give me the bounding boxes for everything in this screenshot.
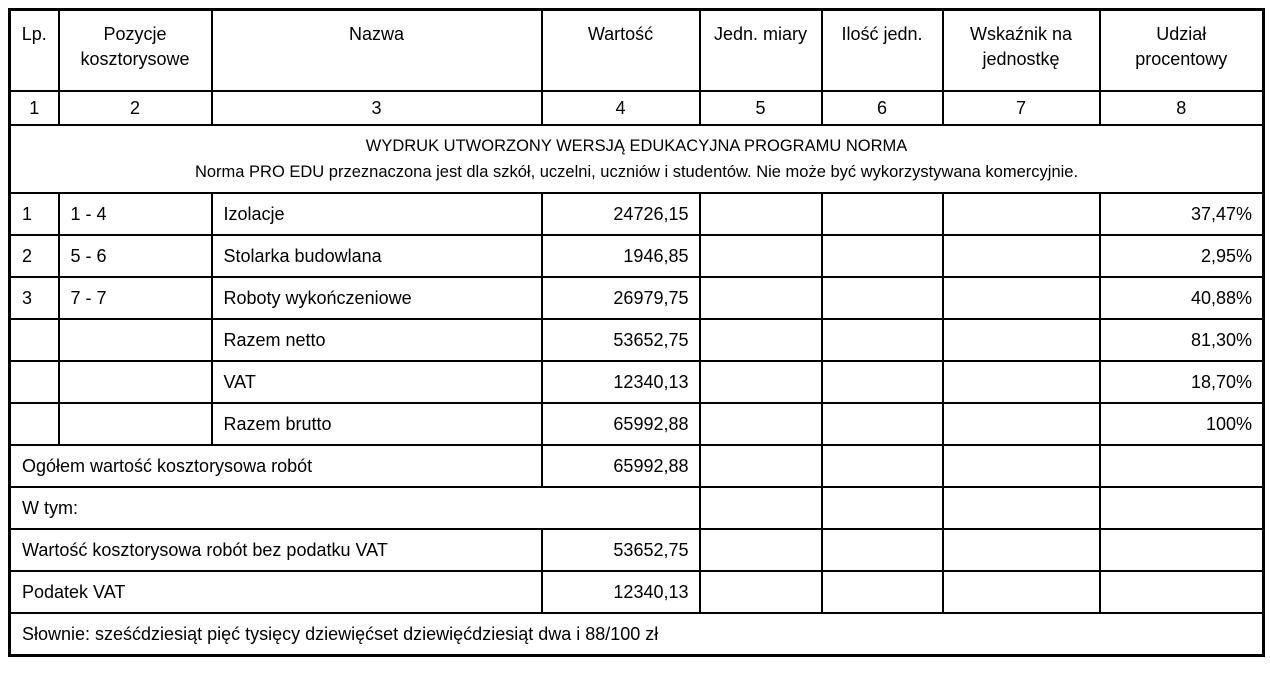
- nazwa-cell: Razem brutto: [212, 403, 542, 445]
- jedn-miary-cell: [700, 361, 822, 403]
- header-cell-lp: Lp.: [10, 10, 59, 92]
- wartosc-cell: 24726,15: [542, 193, 700, 235]
- empty-cell: [943, 571, 1100, 613]
- jedn-miary-cell: [700, 319, 822, 361]
- pozycje-cell: 5 - 6: [59, 235, 212, 277]
- data-row: [10, 277, 1264, 319]
- lp-cell: [10, 403, 59, 445]
- udzial-cell: 100%: [1100, 403, 1264, 445]
- pozycje-cell: 7 - 7: [59, 277, 212, 319]
- nazwa-cell: VAT: [212, 361, 542, 403]
- lp-cell: [10, 361, 59, 403]
- pozycje-cell: 1 - 4: [59, 193, 212, 235]
- empty-cell: [700, 487, 822, 529]
- empty-cell: [943, 445, 1100, 487]
- lp-cell: [10, 319, 59, 361]
- udzial-cell: 18,70%: [1100, 361, 1264, 403]
- summary-value-cell: 12340,13: [542, 571, 700, 613]
- empty-cell: [700, 571, 822, 613]
- data-row: [10, 319, 1264, 361]
- header-cell-udzial: Udział procentowy: [1100, 10, 1264, 92]
- edu-notice-cell: [10, 125, 1264, 193]
- slownie-cell: Słownie: sześćdziesiąt pięć tysięcy dziewięćset dziewięćdziesiąt dwa i 88/100 zł: [10, 613, 1264, 656]
- header-cell-jedn-miary: Jedn. miary: [700, 10, 822, 92]
- header-cell-wartosc: Wartość: [542, 10, 700, 92]
- data-row: [10, 193, 1264, 235]
- nazwa-cell: Stolarka budowlana: [212, 235, 542, 277]
- cost-estimate-table: [8, 8, 1265, 657]
- nazwa-cell: Razem netto: [212, 319, 542, 361]
- wskaznik-cell: [943, 361, 1100, 403]
- column-number-cell: 5: [700, 91, 822, 125]
- column-number-cell: 7: [943, 91, 1100, 125]
- edu-notice-row: [10, 125, 1264, 193]
- empty-cell: [700, 445, 822, 487]
- empty-cell: [1100, 529, 1264, 571]
- column-number-cell: 1: [10, 91, 59, 125]
- ilosc-jedn-cell: [822, 319, 943, 361]
- header-row: [10, 10, 1264, 92]
- empty-cell: [1100, 487, 1264, 529]
- column-number-cell: 3: [212, 91, 542, 125]
- column-number-cell: 8: [1100, 91, 1264, 125]
- nazwa-cell: Izolacje: [212, 193, 542, 235]
- wskaznik-cell: [943, 193, 1100, 235]
- empty-cell: [822, 529, 943, 571]
- summary-row-bez-vat: [10, 529, 1264, 571]
- wartosc-cell: 26979,75: [542, 277, 700, 319]
- empty-cell: [700, 529, 822, 571]
- udzial-cell: 81,30%: [1100, 319, 1264, 361]
- pozycje-cell: [59, 361, 212, 403]
- empty-cell: [822, 445, 943, 487]
- data-row: [10, 403, 1264, 445]
- ilosc-jedn-cell: [822, 277, 943, 319]
- data-row: [10, 235, 1264, 277]
- jedn-miary-cell: [700, 403, 822, 445]
- wartosc-cell: 12340,13: [542, 361, 700, 403]
- column-numbers-row: [10, 91, 1264, 125]
- wskaznik-cell: [943, 319, 1100, 361]
- ilosc-jedn-cell: [822, 361, 943, 403]
- udzial-cell: 37,47%: [1100, 193, 1264, 235]
- edu-notice-line2: Norma PRO EDU przeznaczona jest dla szkół, uczelni, uczniów i studentów. Nie może być wykorzystywana komercyjnie.: [194, 163, 1079, 181]
- column-number-cell: 2: [59, 91, 212, 125]
- data-row: [10, 361, 1264, 403]
- summary-row-podatek-vat: [10, 571, 1264, 613]
- summary-label-cell: Podatek VAT: [10, 571, 542, 613]
- jedn-miary-cell: [700, 277, 822, 319]
- summary-value-cell: 65992,88: [542, 445, 700, 487]
- header-cell-ilosc-jedn: Ilość jedn.: [822, 10, 943, 92]
- column-number-cell: 4: [542, 91, 700, 125]
- summary-row-ogolem: [10, 445, 1264, 487]
- ilosc-jedn-cell: [822, 193, 943, 235]
- summary-value-cell: 53652,75: [542, 529, 700, 571]
- wskaznik-cell: [943, 277, 1100, 319]
- lp-cell: 1: [10, 193, 59, 235]
- jedn-miary-cell: [700, 193, 822, 235]
- lp-cell: 3: [10, 277, 59, 319]
- wskaznik-cell: [943, 403, 1100, 445]
- pozycje-cell: [59, 403, 212, 445]
- udzial-cell: 2,95%: [1100, 235, 1264, 277]
- wartosc-cell: 53652,75: [542, 319, 700, 361]
- summary-label-cell: Wartość kosztorysowa robót bez podatku VAT: [10, 529, 542, 571]
- wskaznik-cell: [943, 235, 1100, 277]
- wartosc-cell: 65992,88: [542, 403, 700, 445]
- edu-notice-line1: WYDRUK UTWORZONY WERSJĄ EDUKACYJNA PROGRAMU NORMA: [365, 137, 908, 155]
- header-cell-nazwa: Nazwa: [212, 10, 542, 92]
- ilosc-jedn-cell: [822, 403, 943, 445]
- empty-cell: [822, 571, 943, 613]
- summary-label-cell: Ogółem wartość kosztorysowa robót: [10, 445, 542, 487]
- header-cell-wskaznik: Wskaźnik na jednostkę: [943, 10, 1100, 92]
- empty-cell: [1100, 445, 1264, 487]
- empty-cell: [822, 487, 943, 529]
- jedn-miary-cell: [700, 235, 822, 277]
- empty-cell: [943, 529, 1100, 571]
- empty-cell: [1100, 571, 1264, 613]
- udzial-cell: 40,88%: [1100, 277, 1264, 319]
- summary-label-cell: W tym:: [10, 487, 700, 529]
- nazwa-cell: Roboty wykończeniowe: [212, 277, 542, 319]
- header-cell-pozycje: Pozycje kosztorysowe: [59, 10, 212, 92]
- slownie-row: [10, 613, 1264, 656]
- lp-cell: 2: [10, 235, 59, 277]
- pozycje-cell: [59, 319, 212, 361]
- column-number-cell: 6: [822, 91, 943, 125]
- wartosc-cell: 1946,85: [542, 235, 700, 277]
- empty-cell: [943, 487, 1100, 529]
- ilosc-jedn-cell: [822, 235, 943, 277]
- summary-row-wtym: [10, 487, 1264, 529]
